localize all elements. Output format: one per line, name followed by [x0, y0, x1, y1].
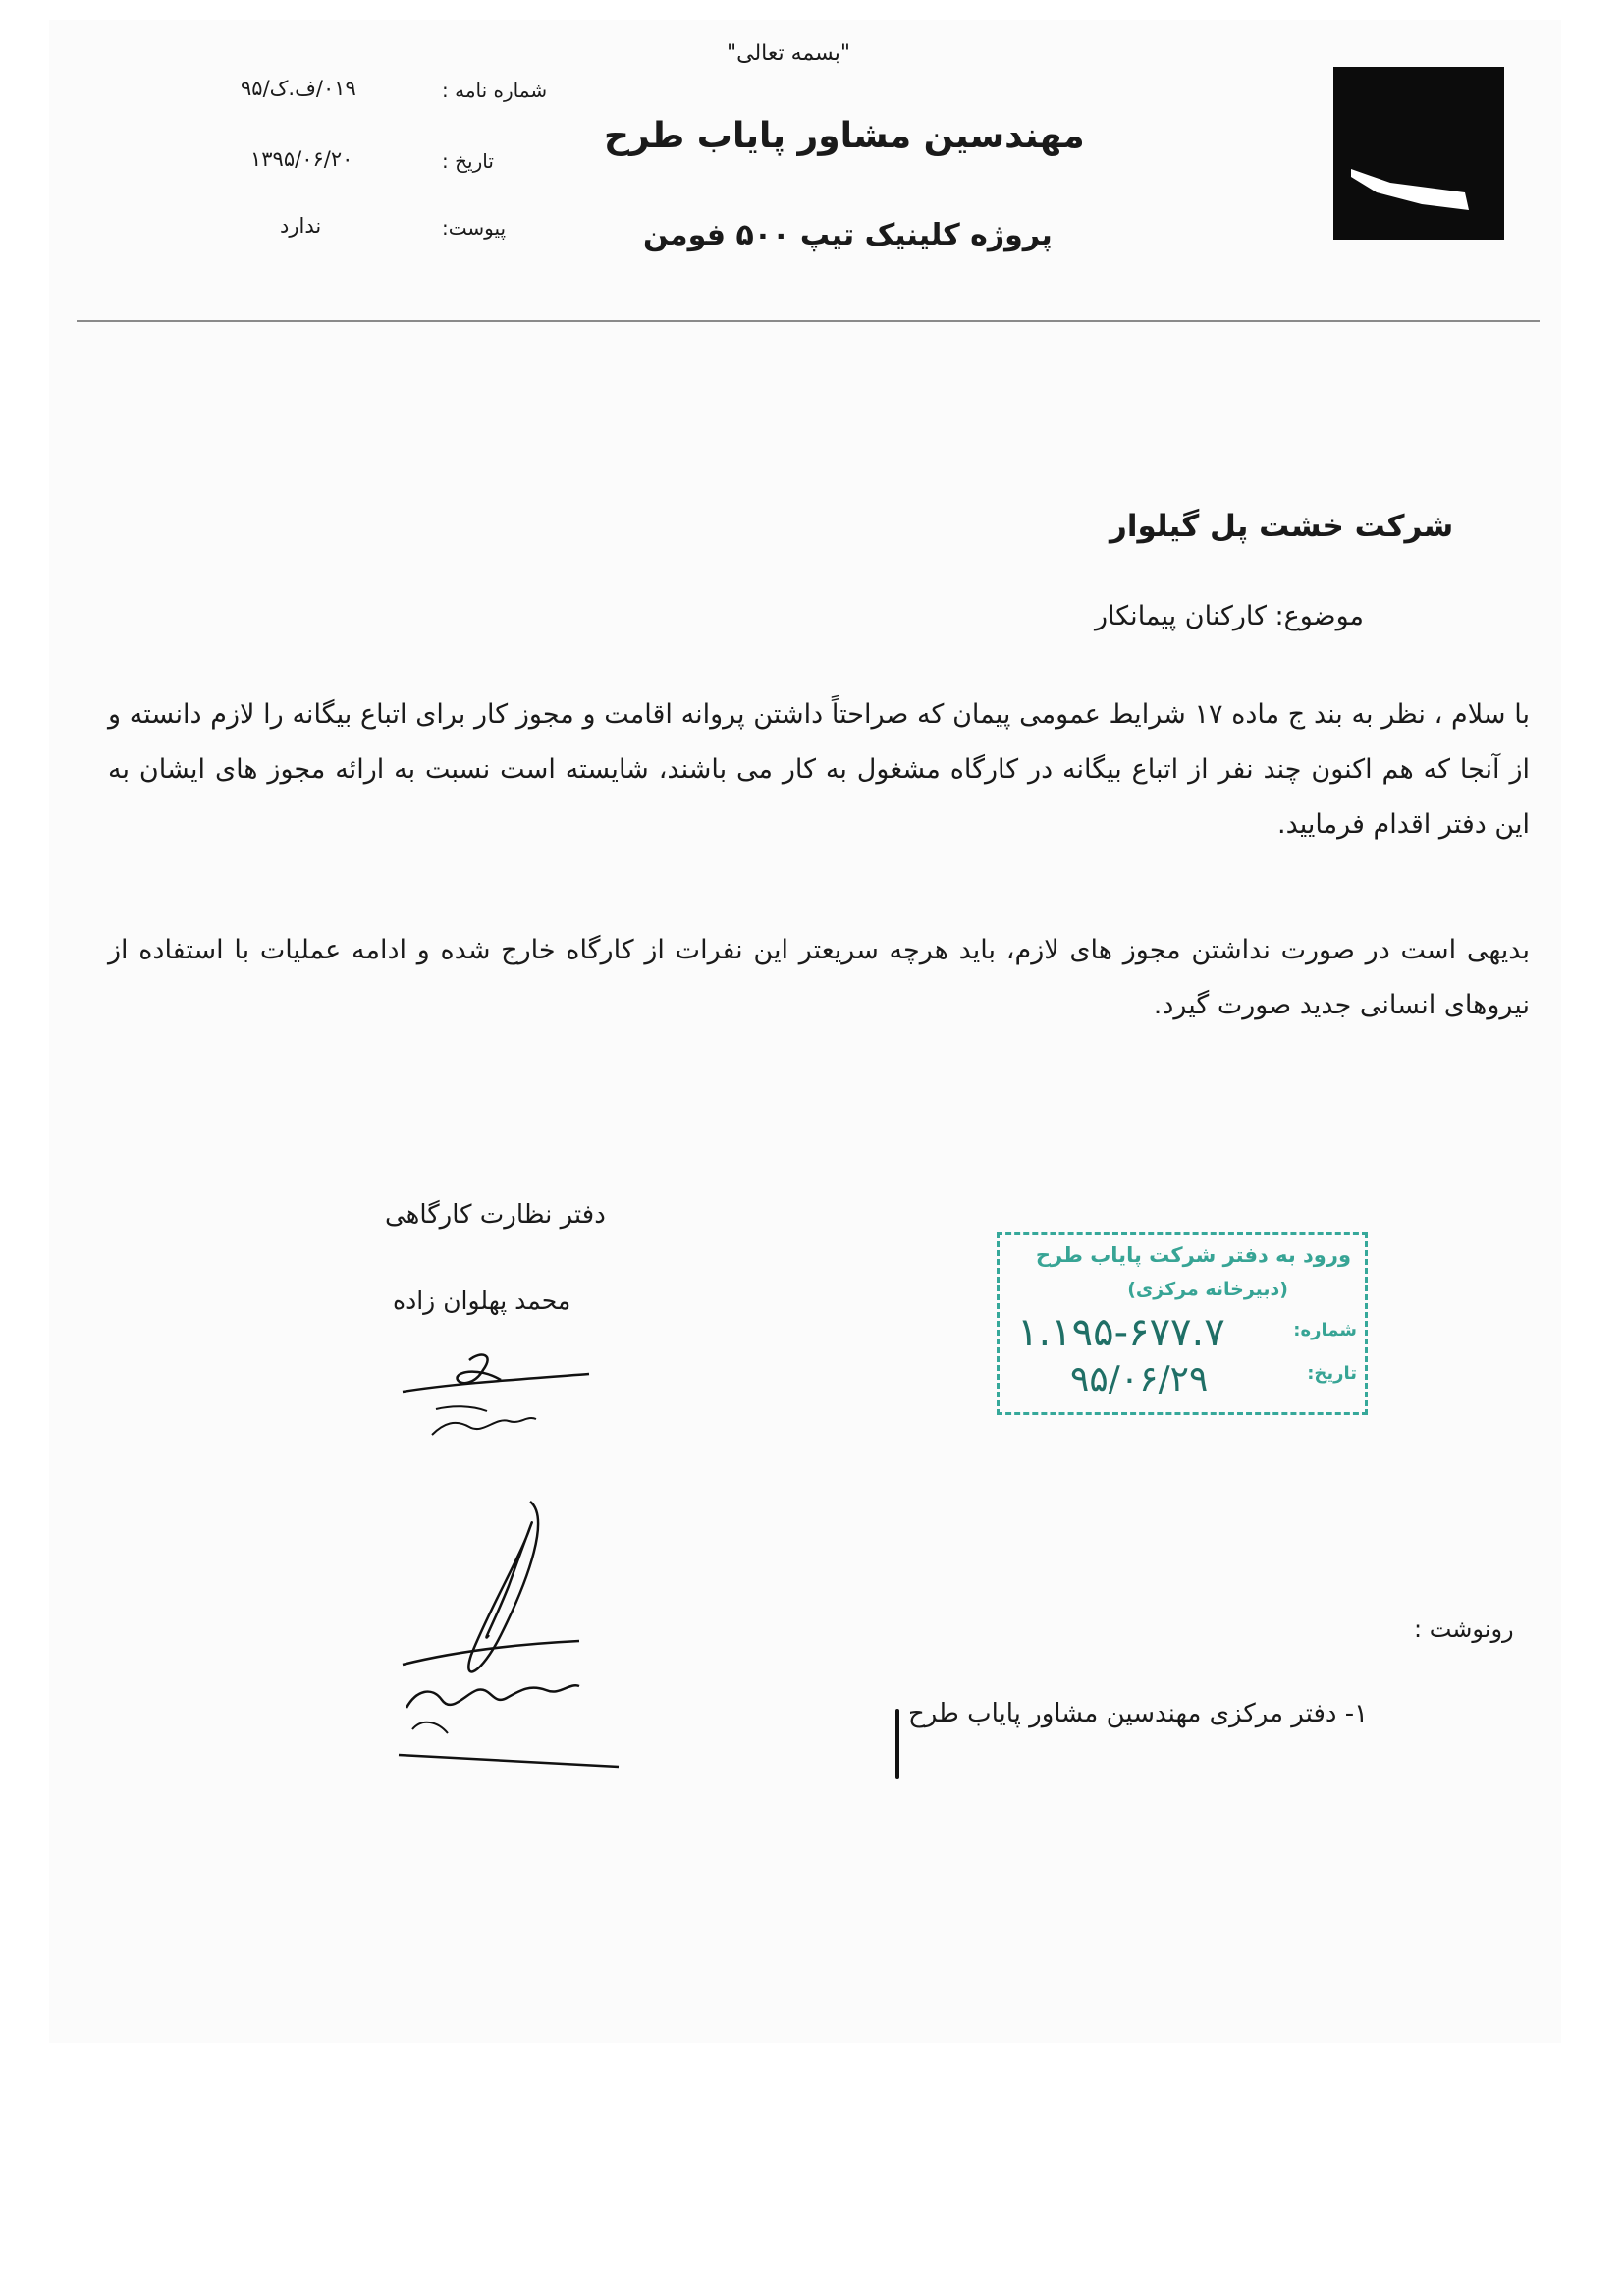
stamp-date-value: ۹۵/۰۶/۲۹ — [1070, 1359, 1209, 1399]
date-value: ۱۳۹۵/۰۶/۲۰ — [250, 147, 353, 171]
handwritten-signature-1 — [393, 1340, 609, 1449]
recipient: شرکت خشت پل گیلوار — [1110, 509, 1454, 544]
stamp-number-label: شماره: — [1293, 1320, 1357, 1340]
company-name: مهندسین مشاور پایاب طرح — [604, 116, 1085, 156]
subject-line: موضوع: کارکنان پیمانکار — [1095, 601, 1365, 631]
company-logo — [1333, 67, 1504, 240]
signature-office: دفتر نظارت کارگاهی — [385, 1200, 606, 1230]
pen-mark — [895, 1709, 899, 1779]
bismillah-header: "بسمه تعالی" — [727, 41, 850, 66]
attachment-value: ندارد — [280, 214, 322, 238]
body-paragraph-2: بدیهی است در صورت نداشتن مجوز های لازم، باید هرچه سریعتر این نفرات از کارگاه خارج شده و ادامه عملیات با استفاده از نیروهای انسانی جدید صورت گیرد. — [108, 935, 1530, 1020]
stamp-date-label: تاریخ: — [1307, 1363, 1357, 1384]
letter-number-label: شماره نامه : — [442, 79, 548, 102]
logo-mark-icon — [1333, 67, 1504, 240]
handwritten-signature-2 — [383, 1498, 638, 1792]
attachment-label: پیوست: — [442, 216, 507, 240]
header-divider — [77, 320, 1540, 322]
registration-stamp — [997, 1232, 1368, 1415]
stamp-number-value: ۱.۱۹۵-۶۷۷.۷ — [1017, 1310, 1225, 1355]
signatory-name: محمد پهلوان زاده — [393, 1286, 571, 1315]
project-title: پروژه کلینیک تیپ ۵۰۰ فومن — [643, 218, 1053, 252]
stamp-subtitle: (دبیرخانه مرکزی) — [1127, 1279, 1288, 1300]
cc-label: رونوشت : — [1414, 1615, 1514, 1643]
body-paragraph-1: با سلام ، نظر به بند ج ماده ۱۷ شرایط عمومی پیمان که صراحتاً داشتن پروانه اقامت و مجوز کار برای اتباع بیگانه را لازم دانسته و از آنجا که هم اکنون چند نفر از اتباع بیگانه در کارگاه مشغول به کار می باشند، شایسته است نسبت به ارائه مجوز های ایشان به این دفتر اقدام فرمایید. — [108, 699, 1530, 840]
date-label: تاریخ : — [442, 149, 494, 173]
stamp-title: ورود به دفتر شرکت پایاب طرح — [1035, 1243, 1351, 1267]
cc-item-1: ۱- دفتر مرکزی مهندسین مشاور پایاب طرح — [908, 1699, 1369, 1728]
letter-number-value: ۰۱۹/ف.ک/۹۵ — [241, 77, 356, 100]
